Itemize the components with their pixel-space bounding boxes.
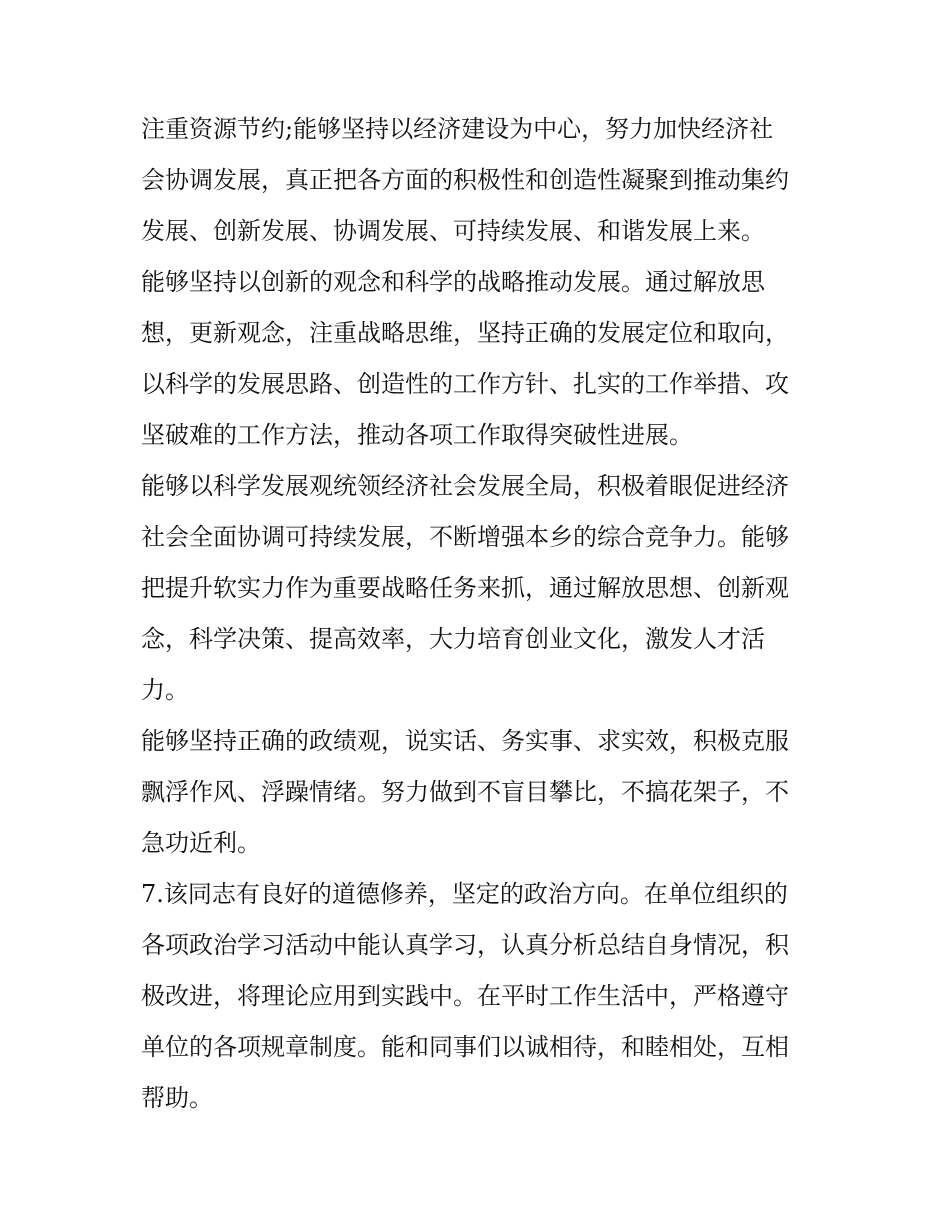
text-line: 能够坚持正确的政绩观，说实话、务实事、求实效，积极克服 [141,727,789,755]
text-line: 飘浮作风、浮躁情绪。努力做到不盲目攀比，不搞花架子，不 [141,778,789,806]
text-line: 各项政治学习活动中能认真学习，认真分析总结自身情况，积 [141,931,789,959]
text-line: 能够坚持以创新的观念和科学的战略推动发展。通过解放思 [141,268,765,296]
text-line: 想，更新观念，注重战略思维，坚持正确的发展定位和取向， [141,319,789,347]
text-line: 急功近利。 [141,829,261,857]
text-line: 帮助。 [141,1084,213,1112]
text-line: 7.该同志有良好的道德修养，坚定的政治方向。在单位组织的 [141,880,788,908]
text-line: 极改进，将理论应用到实践中。在平时工作生活中，严格遵守 [141,982,789,1010]
text-line: 念，科学决策、提高效率，大力培育创业文化，激发人才活 [141,625,765,653]
text-line: 坚破难的工作方法，推动各项工作取得突破性进展。 [141,421,693,449]
text-line: 单位的各项规章制度。能和同事们以诚相待，和睦相处，互相 [141,1033,789,1061]
text-line: 以科学的发展思路、创造性的工作方针、扎实的工作举措、攻 [141,370,789,398]
text-line: 会协调发展，真正把各方面的积极性和创造性凝聚到推动集约 [141,166,789,194]
text-line: 把提升软实力作为重要战略任务来抓，通过解放思想、创新观 [141,574,789,602]
text-line: 社会全面协调可持续发展，不断增强本乡的综合竞争力。能够 [141,523,789,551]
text-line: 力。 [141,676,189,704]
text-line: 注重资源节约;能够坚持以经济建设为中心，努力加快经济社 [141,115,774,143]
text-line: 能够以科学发展观统领经济社会发展全局，积极着眼促进经济 [141,472,789,500]
document-body [141,104,821,1124]
text-line: 发展、创新发展、协调发展、可持续发展、和谐发展上来。 [141,217,765,245]
